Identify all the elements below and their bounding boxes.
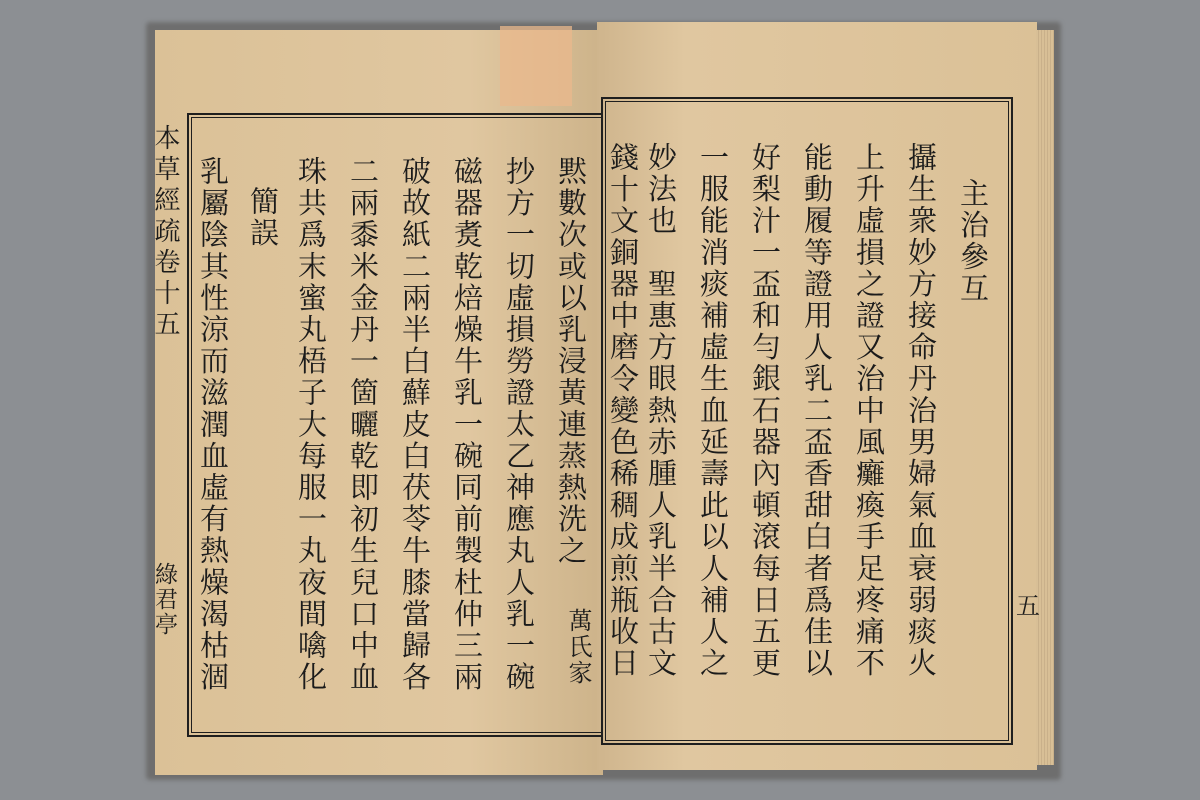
left-col-3: 磁器煑乾焙燥牛乳一碗同前製杜仲三兩: [450, 156, 484, 694]
page-edges: [1036, 30, 1054, 765]
left-col-6: 珠共爲末蜜丸梧子大每服一丸夜間噙化: [294, 156, 328, 694]
margin-publisher: 綠君亭: [151, 562, 177, 637]
paper-stain: [500, 26, 572, 106]
right-col-8: 錢十文銅器中磨令變色稀稠成煎瓶收日: [606, 142, 640, 680]
left-inline-note: 萬氏家: [564, 608, 592, 686]
right-col-3: 上升虛損之證又治中風癱瘓手足疼痛不: [852, 142, 886, 680]
left-col-2: 抄方一切虛損勞證太乙神應丸人乳一碗: [502, 156, 536, 694]
page-number: 五: [1016, 592, 1040, 620]
left-col-4: 破故紙二兩半白蘚皮白茯苓牛膝當歸各: [398, 156, 432, 694]
right-col-5: 好梨汁一盃和勻銀石器內頓滾每日五更: [748, 142, 782, 680]
left-col-1: 黙數次或以乳浸黃連蒸熱洗之: [554, 156, 588, 567]
right-col-7: 妙法也 聖惠方眼熱赤腫人乳半合古文: [644, 142, 678, 680]
right-col-2: 攝生衆妙方接命丹治男婦氣血衰弱痰火: [904, 142, 938, 680]
right-col-6: 一服能消痰補虛生血延壽此以人補人之: [696, 142, 730, 680]
right-col-heading: 主治參互: [956, 178, 990, 305]
left-col-heading: 簡誤: [246, 186, 280, 250]
right-col-4: 能動履等證用人乳二盃香甜白者爲佳以: [800, 142, 834, 680]
left-col-5: 二兩黍米金丹一箇曬乾即初生兒口中血: [346, 156, 380, 694]
margin-book-title: 本草經疏卷十五: [150, 124, 180, 341]
left-col-8: 乳屬陰其性涼而滋潤血虛有熱燥渴枯涸: [196, 156, 230, 694]
